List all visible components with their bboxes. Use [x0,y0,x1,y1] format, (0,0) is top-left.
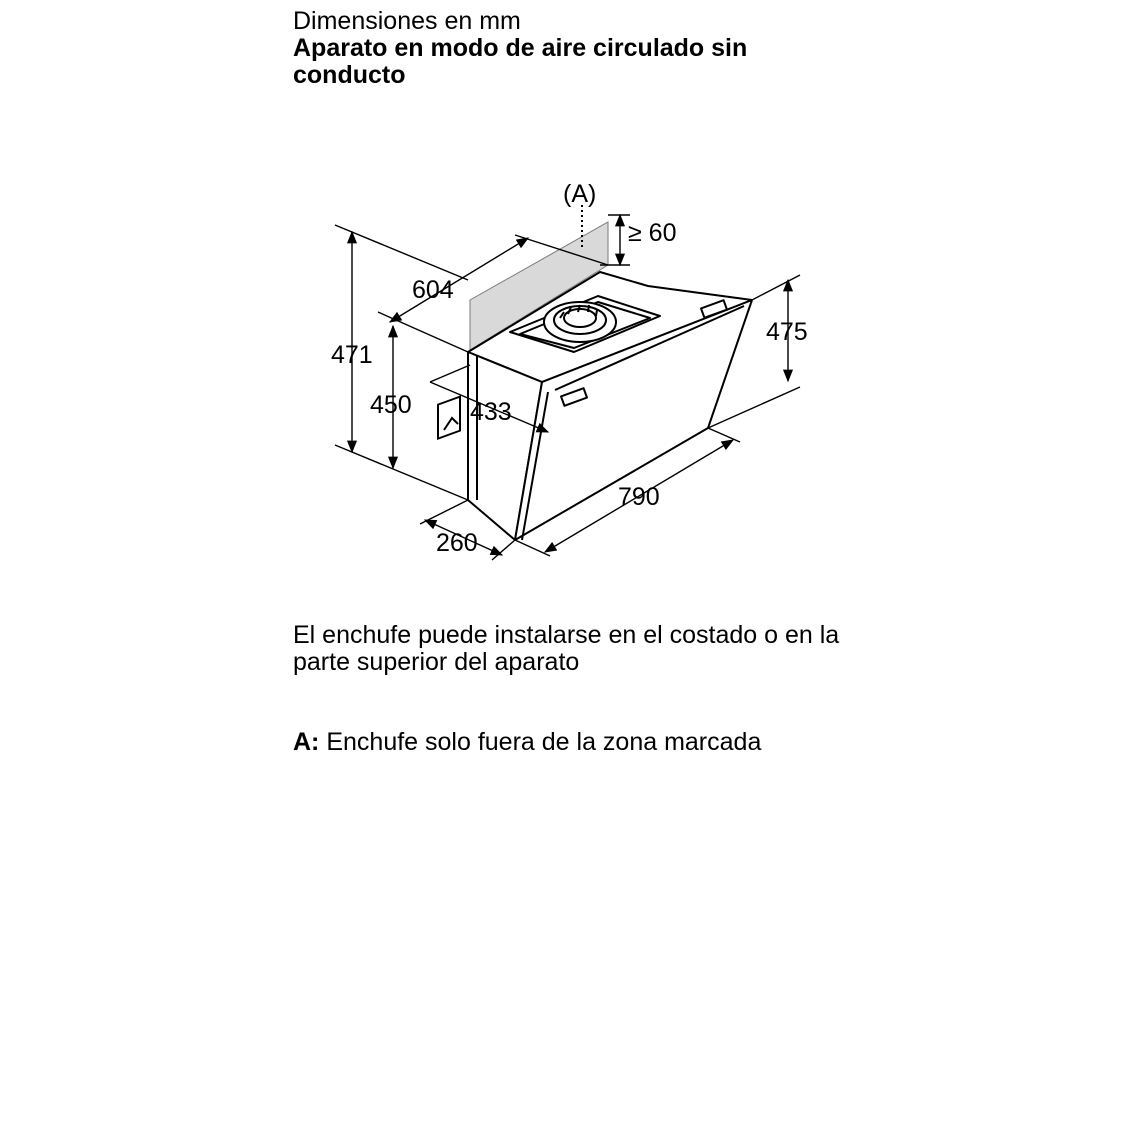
drawing-title: Aparato en modo de aire circulado sin conducto [293,34,748,89]
drawing-subtitle: Dimensiones en mm [293,7,521,35]
width-top-dimension: 604 [412,276,454,304]
fan-outlet [544,302,616,342]
height-right-dimension: 475 [766,318,808,346]
legend-text: Enchufe solo fuera de la zona marcada [326,728,762,756]
depth-bottom-dimension: 260 [436,529,478,557]
legend-key: A: [293,728,320,756]
legend [293,729,761,756]
depth-mid-dimension: 433 [470,398,512,426]
height-back-dimension: 450 [370,391,412,419]
height-total-dimension: 471 [331,341,373,369]
clearance-dimension: ≥ 60 [628,219,677,247]
socket-symbol [438,397,460,439]
marker-label: (A) [563,180,597,208]
socket-note: El enchufe puede instalarse en el costado o en la parte superior del aparato [293,621,840,676]
width-front-dimension: 790 [618,483,660,511]
